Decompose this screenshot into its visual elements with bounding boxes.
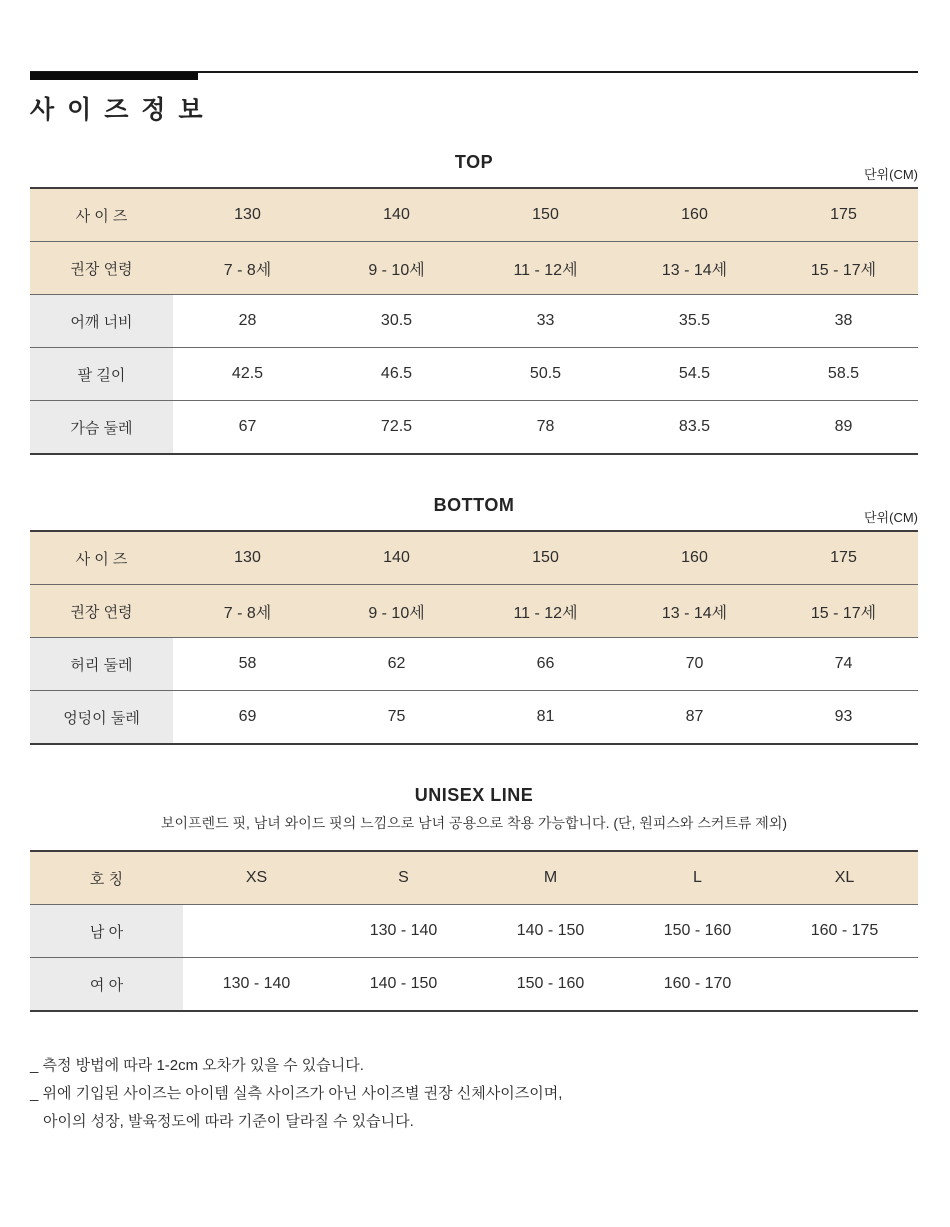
row-header-cell: 어깨 너비: [30, 295, 173, 348]
value-cell: 175: [769, 531, 918, 585]
value-cell: 13 - 14세: [620, 242, 769, 295]
table-row: [30, 691, 918, 745]
row-header-cell: 호 칭: [30, 851, 183, 905]
header-accent-bar: [30, 72, 198, 80]
unisex-description: 보이프렌드 핏, 남녀 와이드 핏의 느낌으로 남녀 공용으로 착용 가능합니다. (단, 원피스와 스커트류 제외): [160, 815, 788, 831]
value-cell: 130 - 140: [222, 975, 291, 992]
page-title: 사 이 즈 정 보: [30, 96, 206, 124]
table-row: [30, 242, 918, 295]
value-cell: 150: [471, 188, 620, 242]
value-cell: 38: [769, 295, 918, 348]
value-cell: 89: [834, 418, 853, 435]
value-cell: 11 - 12세: [471, 585, 620, 638]
value-cell: 35.5: [620, 295, 769, 348]
value-cell: 83.5: [678, 418, 711, 435]
header-divider: [30, 71, 918, 80]
value-cell: 140 - 150: [369, 975, 438, 992]
table-row: [30, 905, 918, 958]
value-cell: 130: [173, 531, 322, 585]
value-cell: 87: [685, 708, 704, 725]
table-row: [30, 295, 918, 348]
value-cell: 7 - 8세: [173, 585, 322, 638]
value-cell: 69: [238, 708, 257, 725]
top-section-title: TOP: [454, 152, 494, 172]
table-row: [30, 188, 918, 242]
value-cell: 160 - 175: [771, 905, 918, 958]
value-cell: XS: [183, 851, 330, 905]
value-cell: 9 - 10세: [322, 242, 471, 295]
value-cell: 15 - 17세: [769, 585, 918, 638]
value-cell: 160: [620, 531, 769, 585]
unisex-size-table: [30, 850, 918, 1012]
value-cell: 160: [620, 188, 769, 242]
footnote: 아이의 성장, 발육정도에 따라 기준이 달라질 수 있습니다.: [43, 1113, 414, 1130]
bottom-size-table: [30, 530, 918, 745]
value-cell: 46.5: [322, 348, 471, 401]
value-cell: [771, 958, 918, 1012]
value-cell: 33: [471, 295, 620, 348]
table-row: [30, 638, 918, 691]
value-cell: 130: [173, 188, 322, 242]
value-cell: 62: [322, 638, 471, 691]
row-header-cell: 권장 연령: [30, 585, 173, 638]
value-cell: 42.5: [173, 348, 322, 401]
value-cell: 66: [471, 638, 620, 691]
value-cell: 140: [322, 531, 471, 585]
footnotes: [30, 1052, 918, 1136]
row-header-cell: 여 아: [30, 958, 183, 1012]
value-cell: 13 - 14세: [620, 585, 769, 638]
value-cell: M: [477, 851, 624, 905]
value-cell: XL: [771, 851, 918, 905]
value-cell: 70: [620, 638, 769, 691]
row-header-cell: 가슴 둘레: [30, 401, 173, 455]
top-unit-label: 단위(CM): [864, 167, 918, 182]
value-cell: 67: [238, 418, 257, 435]
footnote: _ 위에 기입된 사이즈는 아이템 실측 사이즈가 아닌 사이즈별 권장 신체사이즈이며,: [30, 1085, 563, 1102]
value-cell: 150: [471, 531, 620, 585]
row-header-cell: 사 이 즈: [30, 531, 173, 585]
value-cell: 93: [834, 708, 853, 725]
value-cell: 7 - 8세: [173, 242, 322, 295]
footnote: _ 측정 방법에 따라 1-2cm 오차가 있을 수 있습니다.: [30, 1057, 364, 1074]
value-cell: 150 - 160: [624, 905, 771, 958]
value-cell: [183, 905, 330, 958]
row-header-cell: 엉덩이 둘레: [30, 691, 173, 745]
value-cell: 28: [173, 295, 322, 348]
row-header-cell: 사 이 즈: [30, 188, 173, 242]
value-cell: 50.5: [471, 348, 620, 401]
value-cell: 30.5: [322, 295, 471, 348]
row-header-cell: 권장 연령: [30, 242, 173, 295]
value-cell: 140 - 150: [477, 905, 624, 958]
row-header-cell: 팔 길이: [30, 348, 173, 401]
table-row: [30, 851, 918, 905]
size-info-page: [0, 71, 950, 1136]
value-cell: 58.5: [769, 348, 918, 401]
row-header-cell: 남 아: [30, 905, 183, 958]
value-cell: 9 - 10세: [322, 585, 471, 638]
value-cell: 175: [769, 188, 918, 242]
value-cell: 78: [536, 418, 555, 435]
value-cell: 130 - 140: [330, 905, 477, 958]
value-cell: 72.5: [380, 418, 413, 435]
value-cell: 54.5: [620, 348, 769, 401]
bottom-section-title: BOTTOM: [433, 495, 515, 515]
unisex-section-title: UNISEX LINE: [414, 785, 534, 805]
value-cell: 81: [536, 708, 555, 725]
value-cell: 11 - 12세: [471, 242, 620, 295]
table-row: [30, 958, 918, 1012]
row-header-cell: 허리 둘레: [30, 638, 173, 691]
value-cell: 74: [769, 638, 918, 691]
value-cell: 15 - 17세: [769, 242, 918, 295]
value-cell: 160 - 170: [663, 975, 732, 992]
table-row: [30, 348, 918, 401]
value-cell: L: [624, 851, 771, 905]
value-cell: 75: [387, 708, 406, 725]
value-cell: S: [330, 851, 477, 905]
bottom-unit-label: 단위(CM): [864, 510, 918, 525]
top-size-table: [30, 187, 918, 455]
table-row: [30, 401, 918, 455]
value-cell: 58: [173, 638, 322, 691]
value-cell: 150 - 160: [516, 975, 585, 992]
table-row: [30, 585, 918, 638]
table-row: [30, 531, 918, 585]
value-cell: 140: [322, 188, 471, 242]
